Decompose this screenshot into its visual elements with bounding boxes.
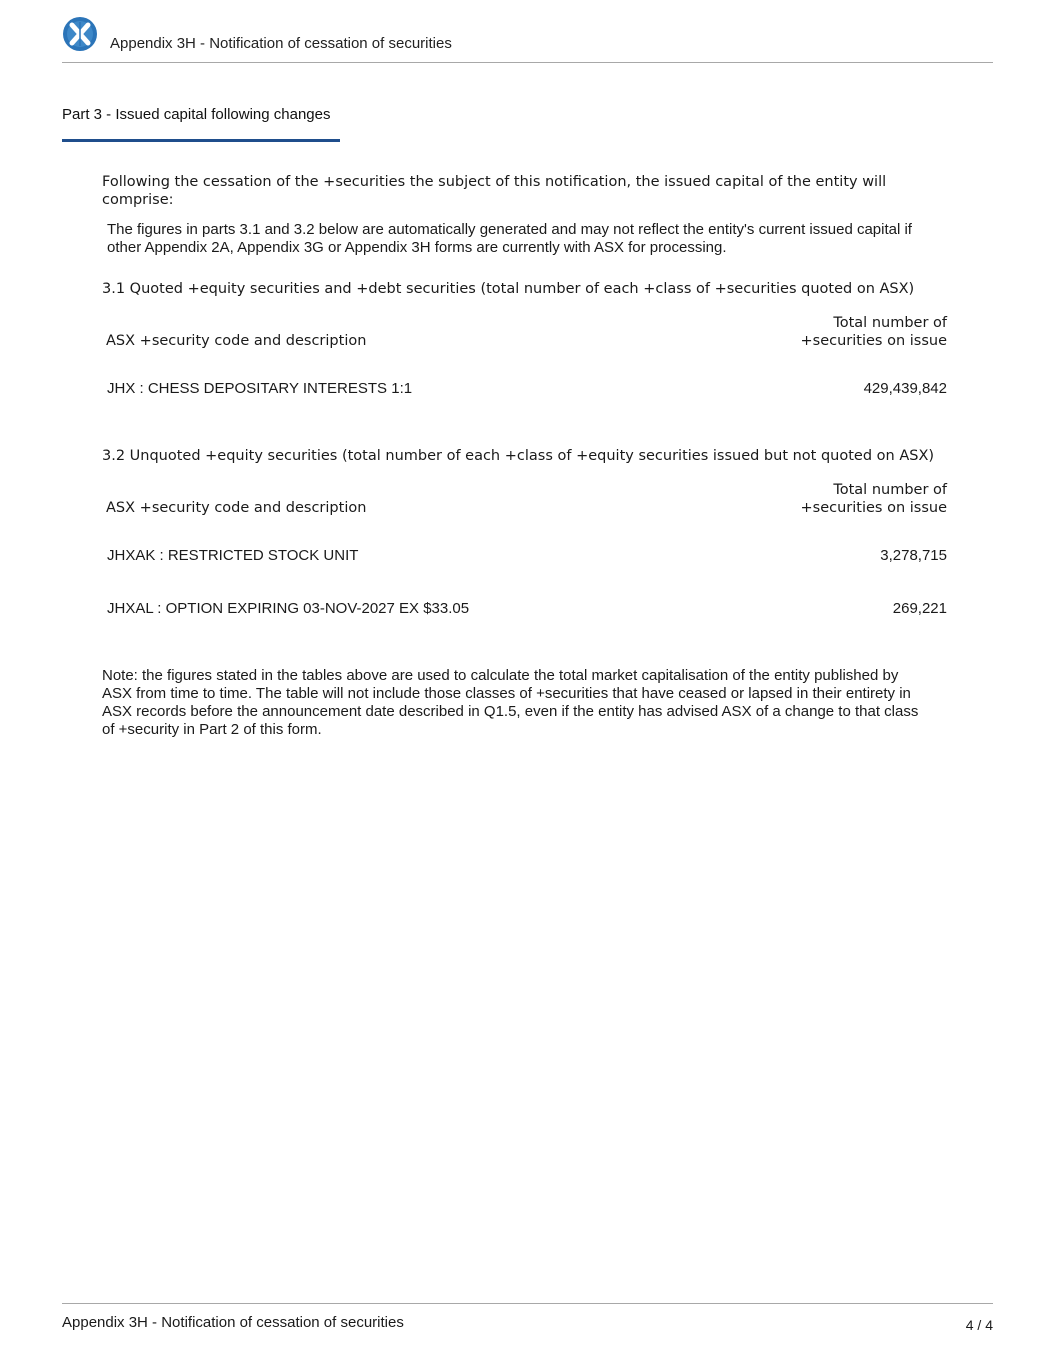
section-32-row-total: 3,278,715 xyxy=(880,547,947,564)
intro-lead-line1: Following the cessation of the +securities the subject of this notification, the issued capital of the entity will xyxy=(102,174,887,190)
section-31-row-total: 429,439,842 xyxy=(863,380,947,397)
section-32-title: 3.2 Unquoted +equity securities (total number of each +class of +equity securities issued but not quoted on ASX) xyxy=(102,448,935,464)
section-32-row-description: JHXAK : RESTRICTED STOCK UNIT xyxy=(107,547,359,564)
section-31-col-total-line1: Total number of xyxy=(833,315,947,331)
page-number: 4 / 4 xyxy=(965,1317,993,1333)
header-title: Appendix 3H - Notification of cessation of securities xyxy=(110,35,452,52)
intro-lead-line2: comprise: xyxy=(102,192,174,208)
asx-logo-icon xyxy=(62,16,98,52)
section-31-col-total-line2: +securities on issue xyxy=(800,333,947,349)
intro-note-line2: other Appendix 2A, Appendix 3G or Appendix 3H forms are currently with ASX for processing. xyxy=(107,239,727,256)
section-32-row-total: 269,221 xyxy=(892,600,947,617)
section-31-row-description: JHX : CHESS DEPOSITARY INTERESTS 1:1 xyxy=(107,380,413,397)
section-32-col-total-line1: Total number of xyxy=(833,482,947,498)
note-line1: Note: the figures stated in the tables above are used to calculate the total market capitalisation of the entity published by xyxy=(102,667,899,684)
note-line3: ASX records before the announcement date described in Q1.5, even if the entity has advised ASX of a change to that class xyxy=(102,703,919,720)
note-line2: ASX from time to time. The table will not include those classes of +securities that have ceased or lapsed in their entirety in xyxy=(102,685,911,702)
section-32-col-total-line2: +securities on issue xyxy=(800,500,947,516)
footer-title: Appendix 3H - Notification of cessation of securities xyxy=(62,1314,404,1331)
intro-note-line1: The figures in parts 3.1 and 3.2 below are automatically generated and may not reflect the entity's current issued capital if xyxy=(107,221,912,238)
section-31-col-description: ASX +security code and description xyxy=(106,333,367,349)
section-32-row-description: JHXAL : OPTION EXPIRING 03-NOV-2027 EX $33.05 xyxy=(107,600,470,617)
note-line4: of +security in Part 2 of this form. xyxy=(102,721,322,738)
section-31-title: 3.1 Quoted +equity securities and +debt securities (total number of each +class of +securities quoted on ASX) xyxy=(102,281,915,297)
page-header xyxy=(62,16,993,63)
footer-divider xyxy=(62,1303,993,1304)
part-title-underline xyxy=(62,139,340,142)
section-32-col-description: ASX +security code and description xyxy=(106,500,367,516)
part-title: Part 3 - Issued capital following changes xyxy=(62,106,331,123)
